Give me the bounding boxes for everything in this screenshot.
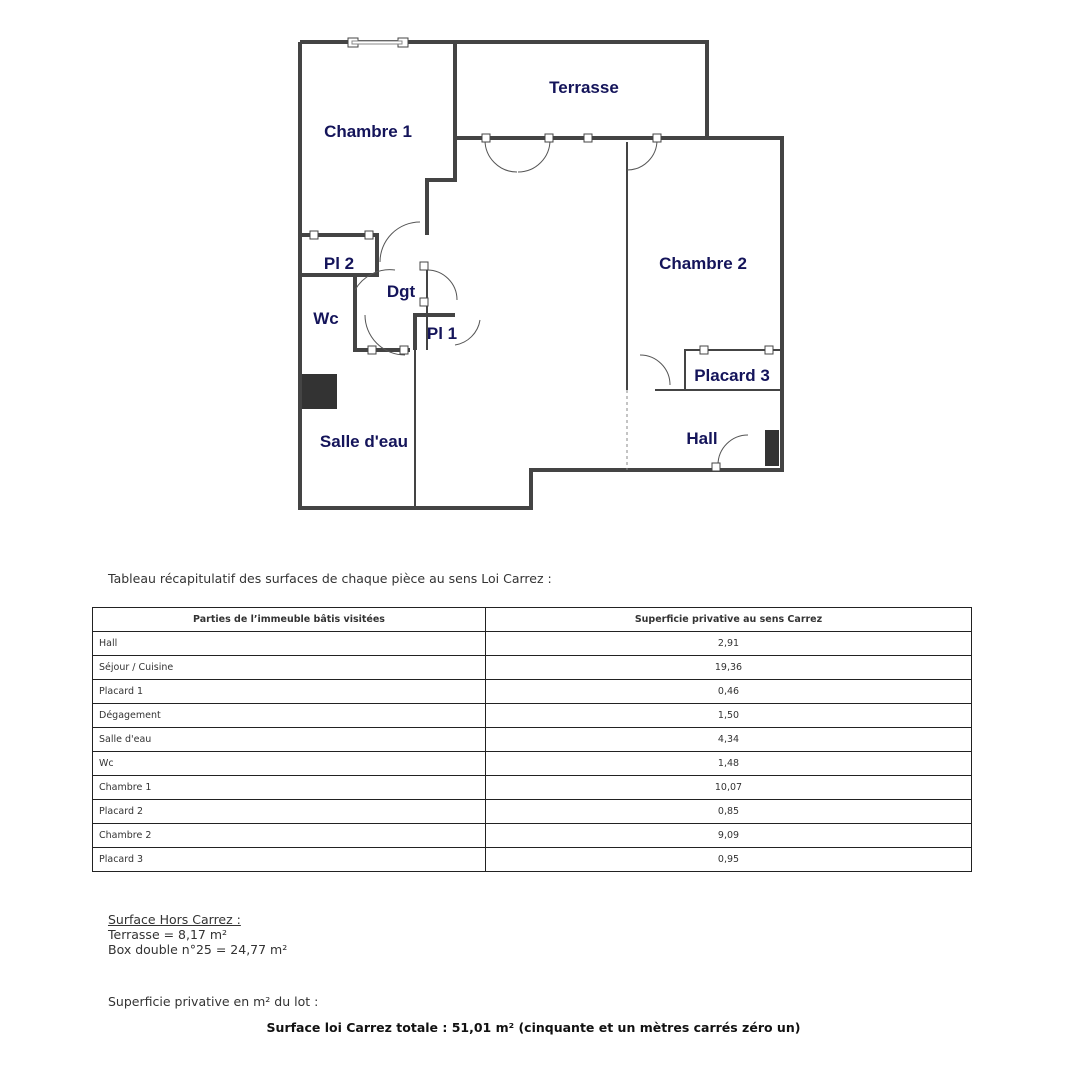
table-row [93,680,972,704]
lot-label: Superficie privative en m² du lot : [108,994,319,1009]
room-terrasse: Terrasse [549,78,619,97]
door-swings [355,140,748,465]
room-name: Placard 3 [93,848,486,872]
room-name: Chambre 2 [93,824,486,848]
hors-carrez-box: Box double n°25 = 24,77 m² [108,942,288,957]
table-row [93,632,972,656]
electric-panel [765,430,779,466]
room-area: 0,95 [486,848,972,872]
room-area: 1,50 [486,704,972,728]
table-row [93,776,972,800]
room-hall: Hall [686,429,718,448]
room-name: Wc [93,752,486,776]
room-name: Séjour / Cuisine [93,656,486,680]
room-area: 10,07 [486,776,972,800]
room-placard3: Placard 3 [694,366,770,385]
table-row [93,824,972,848]
room-area: 19,36 [486,656,972,680]
room-area: 0,85 [486,800,972,824]
room-salle-eau: Salle d'eau [319,432,409,451]
room-area: 0,46 [486,680,972,704]
surface-table [92,607,972,872]
table-header-row [93,608,972,632]
table-row [93,728,972,752]
room-dgt: Dgt [386,282,416,301]
hors-carrez-title: Surface Hors Carrez : [108,912,241,927]
header-superficie: Superficie privative au sens Carrez [486,608,972,632]
room-name: Salle d'eau [93,728,486,752]
room-name: Hall [93,632,486,656]
room-area: 9,09 [486,824,972,848]
table-row [93,800,972,824]
hors-carrez-terrasse: Terrasse = 8,17 m² [108,927,228,942]
room-area: 4,34 [486,728,972,752]
table-row [93,752,972,776]
room-wc: Wc [313,309,339,328]
room-name: Dégagement [93,704,486,728]
room-area: 1,48 [486,752,972,776]
header-parties: Parties de l’immeuble bâtis visitées [93,608,486,632]
total-carrez: Surface loi Carrez totale : 51,01 m² (cinquante et un mètres carrés zéro un) [266,1020,801,1035]
room-name: Placard 1 [93,680,486,704]
table-row [93,656,972,680]
table-row [93,848,972,872]
room-name: Chambre 1 [93,776,486,800]
room-pl2: Pl 2 [323,254,355,273]
room-name: Placard 2 [93,800,486,824]
shower-tray [302,374,337,409]
hors-carrez [108,912,287,957]
room-pl1: Pl 1 [426,324,458,343]
table-intro: Tableau récapitulatif des surfaces de chaque pièce au sens Loi Carrez : [108,571,552,586]
room-area: 2,91 [486,632,972,656]
table-row [93,704,972,728]
room-chambre1: Chambre 1 [324,122,412,141]
room-chambre2: Chambre 2 [659,254,747,273]
